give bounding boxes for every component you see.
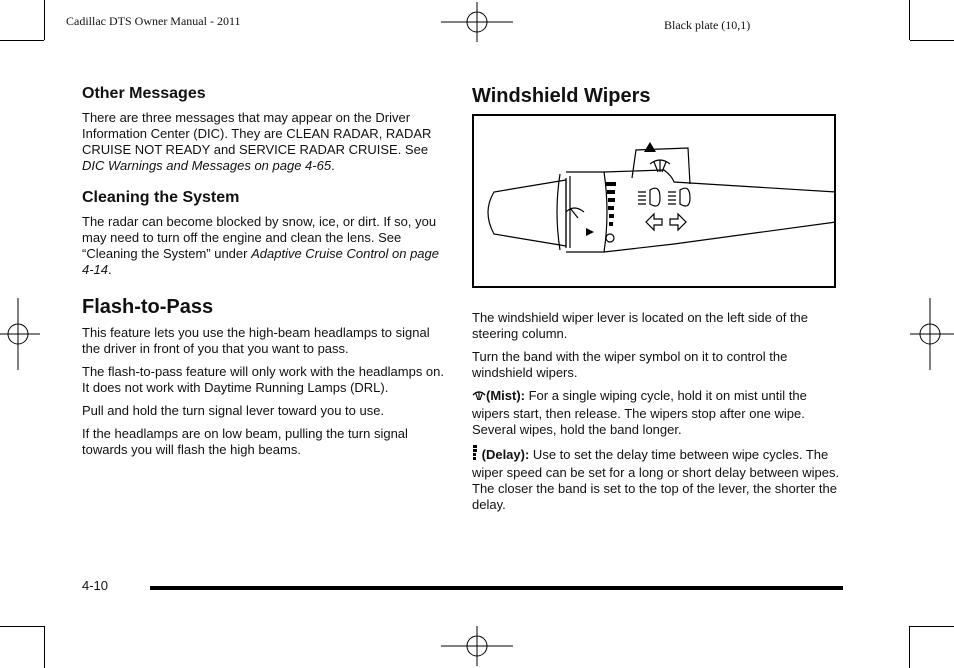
right-column <box>472 84 842 520</box>
cleaning-system-heading: Cleaning the System <box>82 189 240 206</box>
adaptive-cruise-reference[interactable]: Adaptive Cruise Control on page 4-14 <box>82 246 439 277</box>
flash-paragraph-4: If the headlamps are on low beam, pulling the turn signal towards you will flash the high beams. <box>82 426 408 457</box>
lever-body-top <box>604 170 836 192</box>
wiper-paragraph-1: The windshield wiper lever is located on the left side of the steering column. <box>472 310 809 341</box>
dic-warnings-reference[interactable]: DIC Warnings and Messages on page 4-65 <box>82 158 332 173</box>
page-number: 4-10 <box>82 578 109 593</box>
windshield-wipers-heading: Windshield Wipers <box>472 85 651 107</box>
mist-label: (Mist): <box>486 388 525 403</box>
wiper-paragraph-2: Turn the band with the wiper symbol on it to control the windshield wipers. <box>472 349 788 380</box>
header-plate-info: Black plate (10,1) <box>664 18 751 32</box>
wiper-lever-illustration <box>472 114 836 288</box>
other-messages-heading: Other Messages <box>82 85 206 102</box>
flash-paragraph-3: Pull and hold the turn signal lever toward you to use. <box>82 403 385 418</box>
flash-paragraph-1: This feature lets you use the high-beam headlamps to signal the driver in front of you that you want to pass. <box>82 325 430 356</box>
header-manual-title: Cadillac DTS Owner Manual - 2011 <box>66 14 241 28</box>
wiper-lever-drawing <box>474 116 838 290</box>
flash-to-pass-heading: Flash-to-Pass <box>82 296 214 318</box>
flash-paragraph-2: The flash-to-pass feature will only work with the headlamps on. It does not work with Daytime Running Lamps (DRL). <box>82 364 445 395</box>
mist-tab <box>632 148 690 184</box>
lever-body-bottom <box>604 222 836 252</box>
delay-paragraph: (Delay): Use to set the delay time between wipe cycles. The wiper speed can be set for a long or short delay between wipes. The closer the band is set to the top of the lever, the shorter the delay. <box>472 447 840 512</box>
cleaning-system-paragraph: The radar can become blocked by snow, ice, or dirt. If so, you may need to turn off the engine and clean the lens. See “Cleaning the System” under Adaptive Cruise Control on page 4-14. <box>82 214 439 277</box>
delay-bars-icon <box>472 445 478 465</box>
left-column <box>82 84 444 465</box>
footer-rule <box>150 586 843 590</box>
wiper-band <box>566 172 607 252</box>
mist-wiper-icon <box>472 389 486 406</box>
lever-tip <box>488 180 566 246</box>
other-messages-paragraph: There are three messages that may appear on the Driver Information Center (DIC). They are CLEAN RADAR, RADAR CRUISE NOT READY and SERVICE RADAR CRUISE. See DIC Warnings and Messages on page 4-65. <box>82 110 432 173</box>
delay-label: (Delay): <box>481 447 530 462</box>
mist-paragraph: (Mist): For a single wiping cycle, hold it on mist until the wipers start, then release. The wipers stop after one wipe. Several wipes, hold the band longer. <box>472 388 807 437</box>
